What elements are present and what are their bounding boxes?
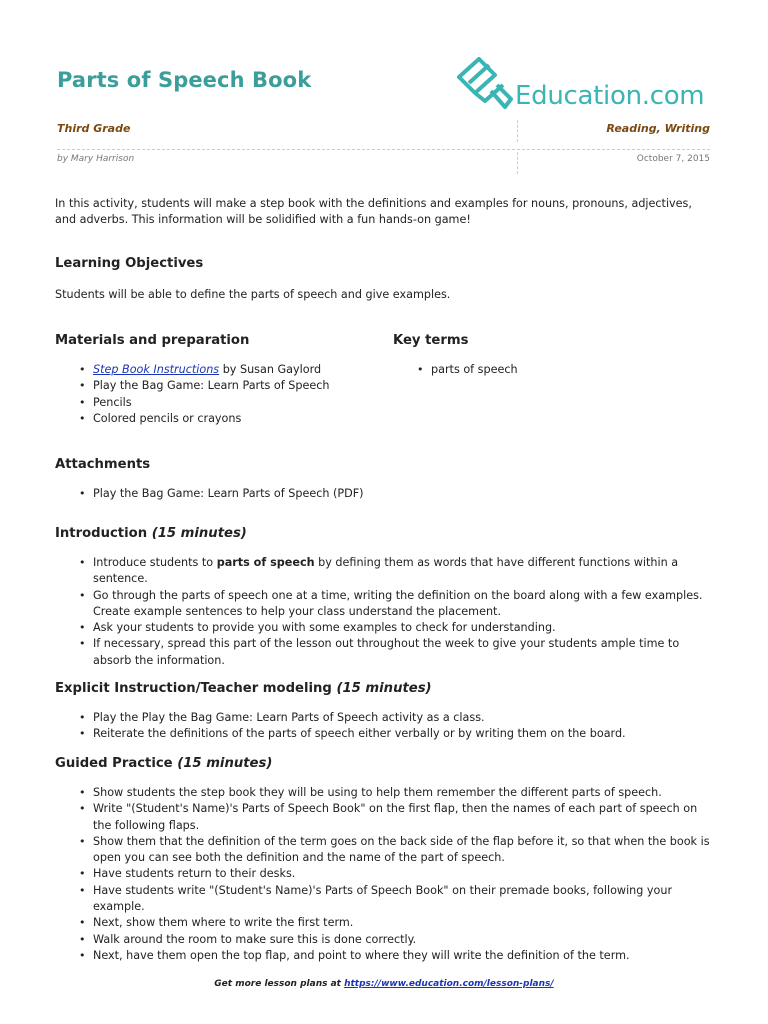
list-item: • Have students return to their desks. [55,866,715,882]
list-item: • Play the Bag Game: Learn Parts of Speech [55,378,385,394]
list-item: • Play the Bag Game: Learn Parts of Speech (PDF) [55,486,715,502]
list-item: • Show them that the definition of the term goes on the back side of the flap before it, so that when the book is open you can see both the definition and the name of the part of speech. [55,834,715,867]
intro-paragraph: In this activity, students will make a step book with the definitions and examples for nouns, pronouns, adjectives, and adverbs. This information will be solidified with a fun hands-on game! [55,197,692,227]
list-item: • Go through the parts of speech one at a time, writing the definition on the board along with a few examples. Create example sentences to help your class understand the placement. [55,588,715,621]
list-item: • Have students write "(Student's Name)'s Parts of Speech Book" on their premade books, following your example. [55,883,715,916]
footer [0,979,768,989]
footer-text: Get more lesson plans at [214,979,345,989]
list-item: • Pencils [55,395,385,411]
introduction-list [55,555,715,669]
list-item: • Next, show them where to write the first term. [55,915,715,931]
section-duration: (15 minutes) [177,756,273,771]
author-date-row [57,154,710,174]
page-title: Parts of Speech Book [57,68,312,92]
list-item: • If necessary, spread this part of the lesson out throughout the week to give your students ample time to absorb the information. [55,636,715,669]
meta-separator [57,149,710,150]
meta-divider [517,152,518,174]
list-item: • Walk around the room to make sure this is done correctly. [55,932,715,948]
materials-list [55,362,385,427]
pencil-paper-logo-icon [455,55,515,111]
list-item: • Show students the step book they will be using to help them remember the different parts of speech. [55,785,715,801]
section-title: Introduction [55,526,148,541]
learning-objectives-text: Students will be able to define the parts of speech and give examples. [55,288,451,301]
section-duration: (15 minutes) [336,681,432,696]
guided-practice-heading [55,756,272,771]
guided-practice-list [55,785,715,964]
list-item: • Play the Play the Bag Game: Learn Parts of Speech activity as a class. [55,710,715,726]
section-duration: (15 minutes) [151,526,247,541]
list-item-text: by defining them as words that have different functions within a sentence. [93,556,679,586]
list-item-text: by Susan Gaylord [219,363,322,376]
introduction-heading [55,526,247,541]
list-item: • parts of speech [393,362,693,378]
grade-subject-row [57,122,710,142]
meta-divider [517,120,518,142]
list-item-text: Introduce students to [93,556,217,569]
logo-text: Education.com [515,81,705,111]
key-term-bold: parts of speech [216,556,315,569]
list-item: • Colored pencils or crayons [55,411,385,427]
section-title: Explicit Instruction/Teacher modeling [55,681,332,696]
section-title: Guided Practice [55,756,173,771]
list-item: • Reiterate the definitions of the parts of speech either verbally or by writing them on the board. [55,726,715,742]
subject-label: Reading, Writing [606,122,710,135]
date-label: October 7, 2015 [636,154,710,164]
grade-label: Third Grade [57,122,131,135]
key-terms-list [393,362,693,378]
author-label: by Mary Harrison [57,154,135,164]
education-com-logo[interactable] [455,55,715,115]
attachments-heading: Attachments [55,457,151,472]
list-item: • Next, have them open the top flap, and point to where they will write the definition of the term. [55,948,715,964]
explicit-instruction-heading [55,681,432,696]
learning-objectives-heading: Learning Objectives [55,256,204,271]
attachments-list [55,486,715,502]
list-item: • Write "(Student's Name)'s Parts of Speech Book" on the first flap, then the names of each part of speech on the following flaps. [55,801,715,834]
list-item [55,362,385,378]
step-book-instructions-link[interactable]: Step Book Instructions [93,363,220,376]
materials-heading: Materials and preparation [55,333,250,348]
key-terms-heading: Key terms [393,333,469,348]
explicit-instruction-list [55,710,715,743]
list-item: • Ask your students to provide you with some examples to check for understanding. [55,620,715,636]
lesson-plans-link[interactable]: https://www.education.com/lesson-plans/ [344,979,554,989]
list-item [55,555,715,588]
